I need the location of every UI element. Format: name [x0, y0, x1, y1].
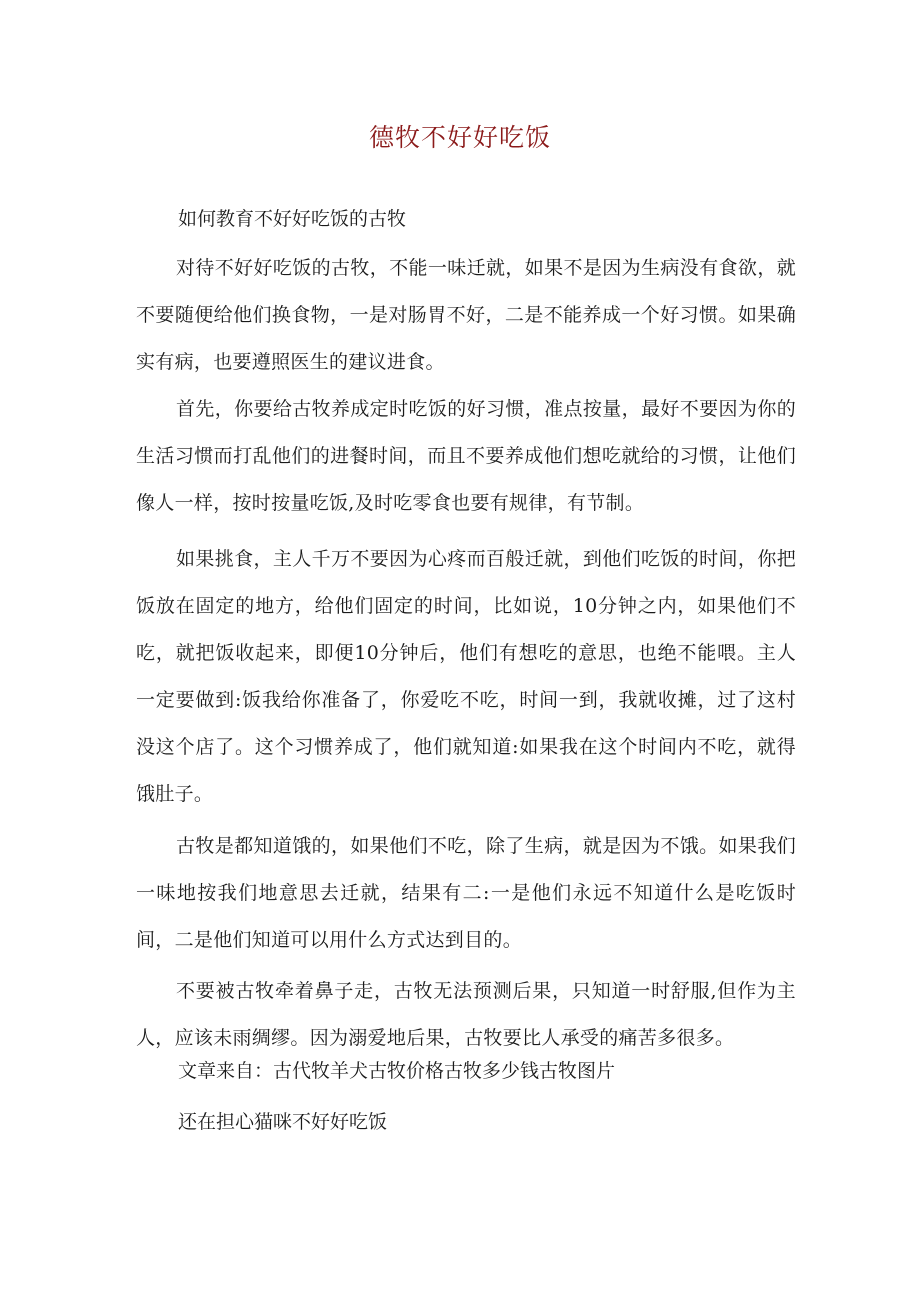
document-title: 德牧不好好吃饭	[368, 123, 551, 152]
footer-line: 还在担心猫咪不好好吃饭	[178, 1111, 388, 1133]
paragraph-5: 不要被古牧牵着鼻子走，古牧无法预测后果，只知道一时舒服,但作为主人，应该未雨绸缪。因为溺爱地后果，古牧要比人承受的痛苦多很多。	[136, 980, 796, 1049]
paragraph-3: 如果挑食，主人千万不要因为心疼而百般迁就，到他们吃饭的时间，你把饭放在固定的地方，给他们固定的时间，比如说，10分钟之内，如果他们不吃，就把饭收起来，即便10分钟后，他们有想吃的意思，也绝不能喂。主人一定要做到:饭我给你准备了，你爱吃不吃，时间一到，我就收摊，过了这村没这个店了。这个习惯养成了，他们就知道:如果我在这个时间内不吃，就得饿肚子。	[136, 548, 796, 805]
document-subtitle: 如何教育不好好吃饭的古牧	[178, 208, 407, 230]
paragraph-1: 对待不好好吃饭的古牧，不能一味迁就，如果不是因为生病没有食欲，就不要随便给他们换食物，一是对肠胃不好，二是不能养成一个好习惯。如果确实有病，也要遵照医生的建议进食。	[136, 257, 796, 373]
paragraph-2: 首先，你要给古牧养成定时吃饭的好习惯，准点按量，最好不要因为你的生活习惯而打乱他们的进餐时间，而且不要养成他们想吃就给的习惯，让他们像人一样，按时按量吃饭,及时吃零食也要有规律，有节制。	[136, 398, 796, 514]
source-line: 文章来自：古代牧羊犬古牧价格古牧多少钱古牧图片	[178, 1060, 616, 1082]
paragraph-4: 古牧是都知道饿的，如果他们不吃，除了生病，就是因为不饿。如果我们一味地按我们地意思去迁就，结果有二:一是他们永远不知道什么是吃饭时间，二是他们知道可以用什么方式达到目的。	[136, 835, 796, 951]
